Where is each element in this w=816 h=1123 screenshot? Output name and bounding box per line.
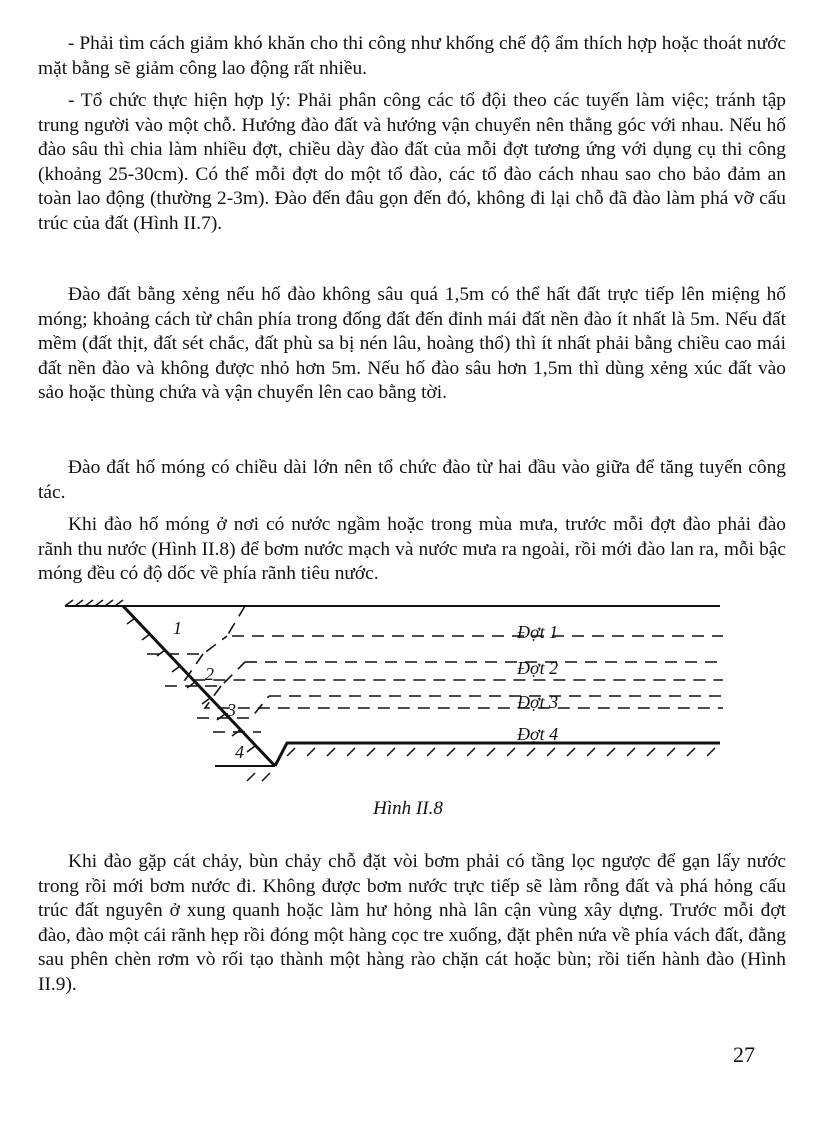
page-number: 27 [733,1042,755,1067]
step-number-1: 1 [173,618,182,638]
step-number-2: 2 [205,664,214,684]
layer-3-boundary [205,686,723,708]
paragraph-1: - Phải tìm cách giảm khó khăn cho thi công như khống chế độ ẩm thích hợp hoặc thoát nước mặt bằng sẽ giảm công lao động rất nhiều. [38,33,786,79]
excavation-diagram [55,598,730,793]
layer-label-4: Đợt 4 [517,724,559,744]
base-hatch [247,748,715,781]
excavation-figure [55,598,730,793]
layer-2-boundary [185,654,723,680]
layer-label-3: Đợt 3 [517,692,559,712]
paragraph-6: Khi đào gặp cát chảy, bùn chảy chỗ đặt vòi bơm phải có tầng lọc ngược để gạn lấy nước trong rồi mới bơm nước đi. Không được bơm nước trực tiếp sẽ làm rỗng đất và phá hỏng cấu trúc đất nguyên ở xung quanh hoặc làm hư hỏng nhà lân cận vùng xây dựng. Trước mỗi đợt đào, đào một cái rãnh hẹp rồi đóng một hàng cọc tre xuống, đặt phên nứa về phía vách đất, đằng sau phên chèn rơm vò rối tạo thành một hàng rào chặn cát hoặc bùn; rồi tiến hành đào (Hình II.9). [38,851,786,995]
layer-label-2: Đợt 2 [517,658,559,678]
step-number-4: 4 [235,742,244,762]
figure-caption: Hình II.8 [373,798,443,819]
paragraph-5: Khi đào hố móng ở nơi có nước ngầm hoặc trong mùa mưa, trước mỗi đợt đào phải đào rãnh thu nước (Hình II.8) để bơm nước mạch và nước mưa ra ngoài, rồi mới đào lan ra, mỗi bậc móng đều có độ dốc về phía rãnh tiêu nước. [38,514,786,585]
step-number-3: 3 [227,700,236,720]
paragraph-4: Đào đất hố móng có chiều dài lớn nên tổ chức đào từ hai đầu vào giữa để tăng tuyến công tác. [38,457,786,503]
paragraph-2: - Tổ chức thực hiện hợp lý: Phải phân công các tổ đội theo các tuyến làm việc; tránh tập trung người vào một chỗ. Hướng đào đất và hướng vận chuyển nên thẳng góc với nhau. Nếu hố đào sâu thì chia làm nhiều đợt, chiều dày đào đất của mỗi đợt tương ứng với dụng cụ thi công (khoảng 25-30cm). Có thể mỗi đợt do một tổ đào, các tổ đào cách nhau sao cho bảo đảm an toàn lao động (thường 2-3m). Đào đến đâu gọn đến đó, không đi lại chỗ đã đào làm phá vỡ cấu trúc của đất (Hình II.7). [38,90,786,234]
layer-1-boundary [227,606,723,636]
left-slope [123,606,275,766]
paragraph-3: Đào đất bằng xẻng nếu hố đào không sâu quá 1,5m có thể hất đất trực tiếp lên miệng hố móng; khoảng cách từ chân phía trong đống đất đến đỉnh mái đất nền đào ít nhất là 5m. Nếu đất mềm (đất thịt, đất sét chắc, đất phù sa bị nén lâu, hoàng thổ) thì ít nhất phải bằng chiều cao mái đất nền đào và không được nhỏ hơn 5m. Nếu hố đào sâu hơn 1,5m thì dùng xẻng xúc đất vào sảo hoặc thùng chứa và vận chuyển lên cao bằng tời. [38,284,786,404]
excavation-base [275,743,720,766]
layer-label-1: Đợt 1 [517,622,559,642]
